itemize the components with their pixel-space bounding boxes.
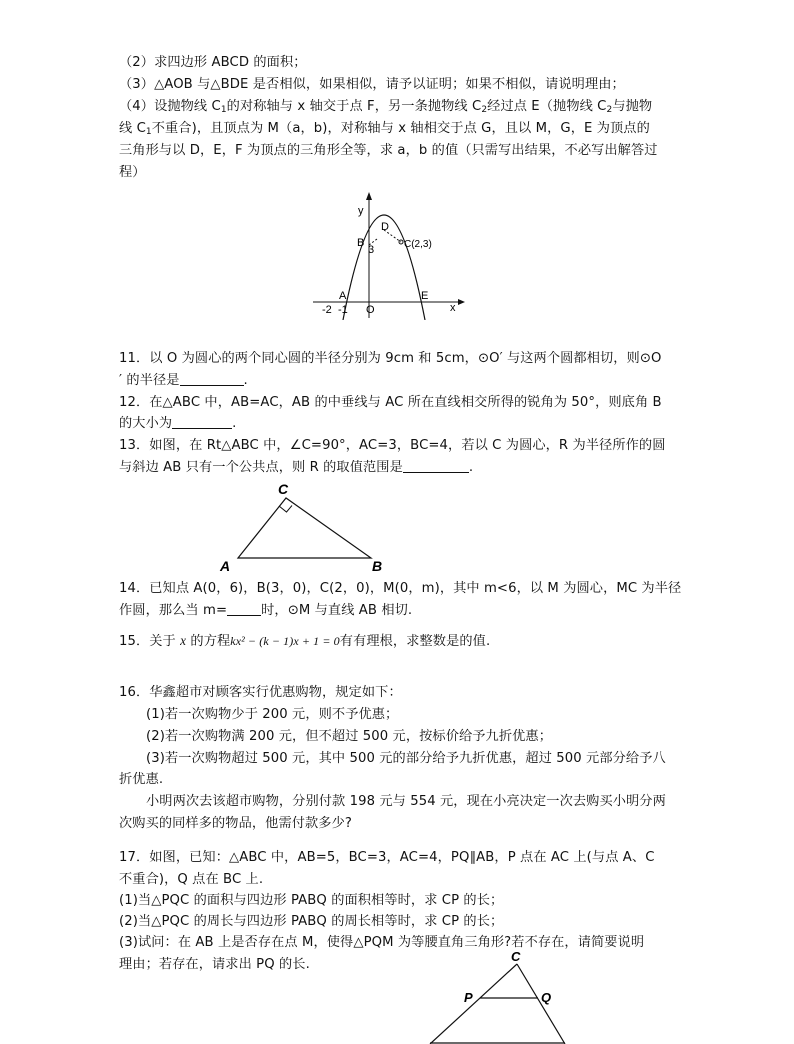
triangle-abc [238, 498, 371, 558]
q13-line2: 与斜边 AB 只有一个公共点，则 R 的取值范围是 . [119, 460, 474, 475]
label-d: D [381, 221, 389, 233]
q16-rule3: (3)若一次购物超过 500 元，其中 500 元的部分给予九折优惠，超过 500 元部分给予八 [146, 751, 666, 766]
q11-line2: ′ 的半径是 . [119, 373, 248, 388]
parabola-figure [308, 190, 468, 320]
right-angle-mark [279, 506, 292, 513]
q15-line: 15．关于 x 的方程kx² − (k − 1)x + 1 = 0有有理根，求整数是的值. [119, 633, 491, 649]
label-y: y [358, 205, 364, 217]
q17-line2: 不重合)，Q 点在 BC 上. [119, 872, 264, 887]
answer-blank[interactable] [172, 414, 232, 429]
label-3: 3 [368, 244, 375, 256]
equation: kx² − (k − 1)x + 1 = 0 [230, 634, 340, 648]
y-axis-arrow [366, 192, 372, 200]
q16-problem-line2: 次购买的同样多的物品，他需付款多少? [119, 816, 352, 831]
answer-blank[interactable] [180, 371, 244, 386]
answer-blank[interactable] [403, 458, 469, 473]
label-o: O [366, 304, 375, 316]
q16-rule1: (1)若一次购物少于 200 元，则不予优惠； [146, 707, 399, 722]
q10-part2: （2）求四边形 ABCD 的面积； [119, 55, 307, 70]
label-b: B [357, 237, 365, 249]
triangle-pq-figure [425, 950, 585, 1044]
q10-part4-line3: 三角形与以 D，E，F 为顶点的三角形全等，求 a，b 的值（只需写出结果，不必写出解答过 [119, 143, 658, 158]
q17-line1: 17．如图，已知：△ABC 中，AB=5，BC=3，AC=4，PQ∥AB，P 点在 AC 上(与点 A、C [119, 850, 655, 865]
label-c: C [278, 481, 289, 497]
label-neg2: -2 [322, 304, 332, 316]
q17-sub2: (2)当△PQC 的周长与四边形 PABQ 的周长相等时，求 CP 的长； [119, 914, 504, 929]
q14-line1: 14．已知点 A(0，6)，B(3，0)，C(2，0)，M(0，m)，其中 m<6，以 M 为圆心，MC 为半径 [119, 581, 682, 596]
side-ca [430, 964, 517, 1044]
q10-part3: （3）△AOB 与△BDE 是否相似，如果相似，请予以证明；如果不相似，请说明理由； [119, 77, 625, 92]
q13-line1: 13．如图，在 Rt△ABC 中，∠C=90°，AC=3，BC=4，若以 C 为圆心，R 为半径所作的圆 [119, 438, 666, 453]
label-neg1: -1 [338, 304, 348, 316]
q10-part4-line4: 程） [119, 165, 146, 180]
q16-rule3-cont: 折优惠. [119, 772, 164, 787]
label-x: x [450, 302, 456, 314]
q16-line1: 16．华鑫超市对顾客实行优惠购物，规定如下： [119, 685, 402, 700]
q12-line2: 的大小为 . [119, 416, 237, 431]
q14-line2: 作圆，那么当 m= 时，⊙M 与直线 AB 相切. [119, 603, 413, 618]
label-e: E [421, 290, 429, 302]
q12-line1: 12．在△ABC 中，AB=AC，AB 的中垂线与 AC 所在直线相交所得的锐角为 50°，则底角 B [119, 395, 662, 410]
label-a: A [220, 558, 231, 574]
q16-problem-line1: 小明两次去该超市购物，分别付款 198 元与 554 元，现在小亮决定一次去购买小明分两 [146, 794, 666, 809]
right-triangle-figure [216, 480, 386, 575]
q10-part4-line1: （4）设抛物线 $C_1$的对称轴与 x 轴交于点 F，另一条抛物线 $C_2$经过点 E（抛物线 $C_2$与抛物 [119, 99, 653, 115]
label-b: B [372, 558, 383, 574]
q10-part4-line2: 线 $C_1$不重合)，且顶点为 M（a，b)，对称轴与 x 轴相交于点 G，且以 M，G，E 为顶点的 [119, 121, 650, 137]
q17-sub3: (3)试问：在 AB 上是否存在点 M，使得△PQM 为等腰直角三角形?若不存在，请简要说明 [119, 935, 645, 950]
label-a: A [339, 290, 347, 302]
q17-sub3-cont: 理由；若存在，请求出 PQ 的长. [119, 957, 310, 972]
label-c: C [511, 950, 521, 964]
label-c: C(2,3) [404, 239, 432, 250]
answer-blank[interactable] [227, 601, 261, 616]
q16-rule2: (2)若一次购物满 200 元，但不超过 500 元，按标价给予九折优惠； [146, 729, 552, 744]
q17-sub1: (1)当△PQC 的面积与四边形 PABQ 的面积相等时，求 CP 的长； [119, 893, 504, 908]
x-axis-arrow [458, 299, 465, 305]
q11-line1: 11．以 O 为圆心的两个同心圆的半径分别为 9cm 和 5cm，⊙O′ 与这两个圆都相切，则⊙O [119, 351, 662, 366]
label-p: P [464, 990, 473, 1005]
label-q: Q [541, 990, 552, 1005]
